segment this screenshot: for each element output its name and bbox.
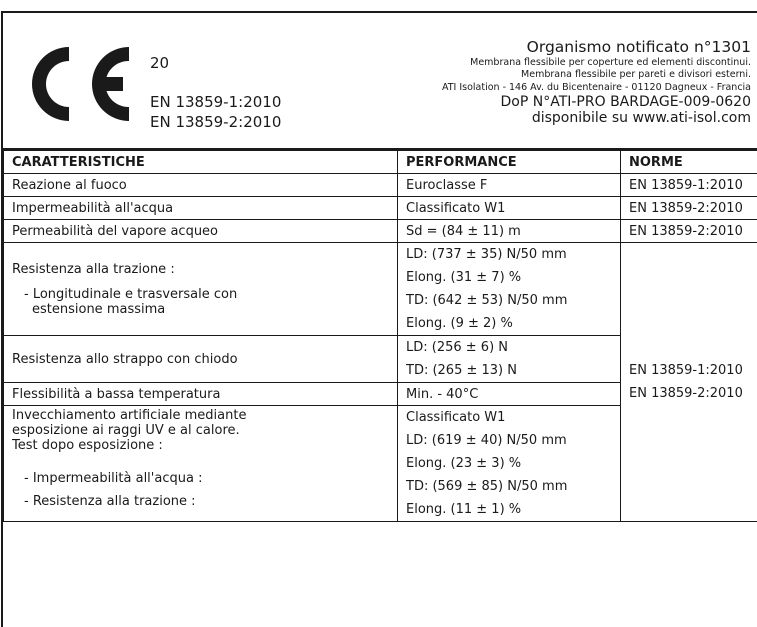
characteristic-cell: Permeabilità del vapore acqueo	[4, 220, 398, 243]
characteristics-table	[3, 150, 757, 522]
ce-year: 20	[150, 54, 169, 72]
aging-perf-1: Classificato W1	[406, 406, 612, 429]
performance-cell	[398, 243, 621, 336]
characteristic-cell: Impermeabilità all'acqua	[4, 197, 398, 220]
merged-norm-1: EN 13859-1:2010	[629, 359, 755, 382]
table-header-row	[4, 151, 757, 174]
merged-norm-2: EN 13859-2:2010	[629, 382, 755, 405]
performance-cell	[398, 336, 621, 383]
norm-cell: EN 13859-1:2010	[621, 174, 757, 197]
characteristic-cell	[4, 406, 398, 522]
aging-item-2: - Resistenza alla trazione :	[12, 490, 389, 513]
aging-perf-3: Elong. (23 ± 3) %	[406, 452, 612, 475]
table-row-tensile	[4, 243, 757, 336]
performance-cell: Euroclasse F	[398, 174, 621, 197]
performance-cell	[398, 406, 621, 522]
norm-cell: EN 13859-2:2010	[621, 220, 757, 243]
aging-line-2: esposizione ai raggi UV e al calore.	[12, 423, 389, 438]
nail-tear-perf-1: LD: (256 ± 6) N	[406, 336, 612, 359]
ce-standard-2: EN 13859-2:2010	[150, 113, 281, 131]
table-row	[4, 174, 757, 197]
aging-line-3: Test dopo esposizione :	[12, 438, 389, 453]
header-performance: PERFORMANCE	[398, 151, 621, 174]
norm-cell: EN 13859-2:2010	[621, 197, 757, 220]
description-line-2: Membrana flessibile per pareti e divisori esterni.	[442, 69, 751, 81]
availability-link[interactable]: disponibile su www.ati-isol.com	[442, 110, 751, 126]
manufacturer-address: ATI Isolation - 146 Av. du Bicentenaire - 01120 Dagneux - Francia	[442, 82, 751, 94]
tensile-title: Resistenza alla trazione :	[12, 262, 389, 277]
description-line-1: Membrana flessibile per coperture ed elementi discontinui.	[442, 57, 751, 69]
aging-perf-2: LD: (619 ± 40) N/50 mm	[406, 429, 612, 452]
aging-line-1: Invecchiamento artificiale mediante	[12, 408, 389, 423]
notified-body-block	[442, 39, 751, 126]
aging-perf-4: TD: (569 ± 85) N/50 mm	[406, 475, 612, 498]
tensile-perf-2: Elong. (31 ± 7) %	[406, 266, 612, 289]
performance-cell: Classificato W1	[398, 197, 621, 220]
tensile-perf-3: TD: (642 ± 53) N/50 mm	[406, 289, 612, 312]
ce-mark-icon	[31, 44, 131, 124]
characteristic-cell: Resistenza allo strappo con chiodo	[4, 336, 398, 383]
characteristic-cell	[4, 243, 398, 336]
merged-norm-cell	[621, 243, 757, 522]
table-row	[4, 220, 757, 243]
performance-cell: Min. - 40°C	[398, 383, 621, 406]
tensile-perf-4: Elong. (9 ± 2) %	[406, 312, 612, 335]
table-row	[4, 197, 757, 220]
characteristic-cell: Reazione al fuoco	[4, 174, 398, 197]
header-characteristics: CARATTERISTICHE	[4, 151, 398, 174]
characteristic-cell: Flessibilità a bassa temperatura	[4, 383, 398, 406]
dop-reference: DoP N°ATI-PRO BARDAGE-009-0620	[442, 94, 751, 110]
ce-standard-1: EN 13859-1:2010	[150, 93, 281, 111]
performance-cell: Sd = (84 ± 11) m	[398, 220, 621, 243]
header-norms: NORME	[621, 151, 757, 174]
tensile-subline-1: - Longitudinale e trasversale con	[12, 287, 389, 302]
header	[3, 13, 757, 148]
notified-body-title: Organismo notificato n°1301	[442, 39, 751, 57]
aging-perf-5: Elong. (11 ± 1) %	[406, 498, 612, 521]
declaration-sheet	[1, 11, 757, 627]
aging-item-1: - Impermeabilità all'acqua :	[12, 467, 389, 490]
tensile-subline-2: estensione massima	[12, 302, 389, 317]
tensile-perf-1: LD: (737 ± 35) N/50 mm	[406, 243, 612, 266]
nail-tear-perf-2: TD: (265 ± 13) N	[406, 359, 612, 382]
